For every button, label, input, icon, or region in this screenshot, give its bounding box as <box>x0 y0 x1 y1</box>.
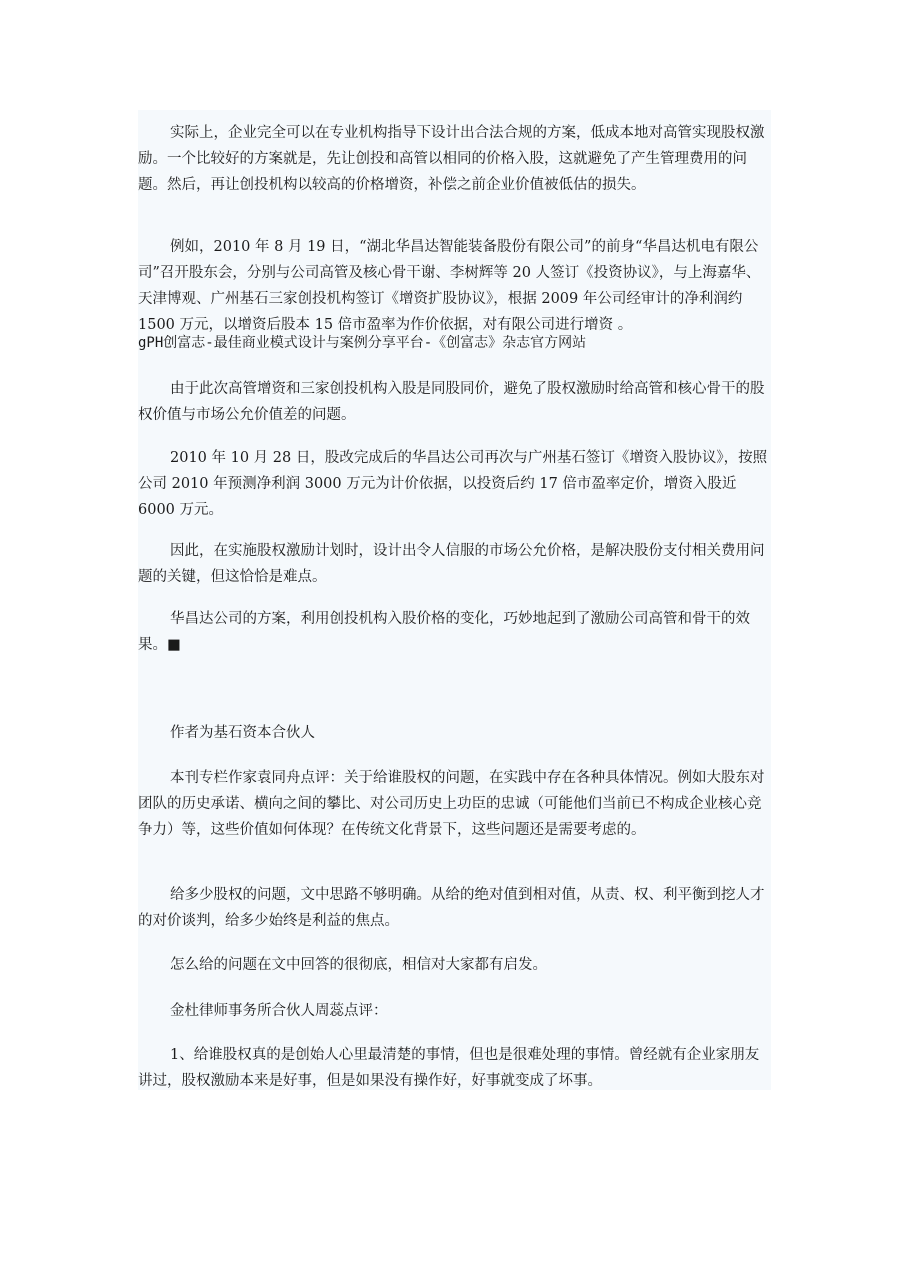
paragraph-3: 由于此次高管增资和三家创投机构入股是同股同价，避免了股权激励时给高管和核心骨干的股权价值与市场公允价值差的问题。 <box>138 381 765 423</box>
paragraph-4: 2010 年 10 月 28 日，股改完成后的华昌达公司再次与广州基石签订《增资入股协议》，按照公司 2010 年预测净利润 3000 万元为计价依据，以投资后约 17 倍市盈率定价，增资入股近 6000 万元。 <box>138 450 768 518</box>
author-note: 作者为基石资本合伙人 <box>170 725 315 741</box>
paragraph-1: 实际上，企业完全可以在专业机构指导下设计出合法合规的方案，低成本地对高管实现股权激励。一个比较好的方案就是，先让创投和高管以相同的价格入股，这就避免了产生管理费用的问题。然后，再让创投机构以较高的价格增资，补偿之前企业价值被低估的损失。 <box>138 125 765 193</box>
paragraph-8: 给多少股权的问题，文中思路不够明确。从给的绝对值到相对值，从责、权、利平衡到挖人才的对价谈判，给多少始终是利益的焦点。 <box>138 887 765 929</box>
paragraph-6: 华昌达公司的方案，利用创投机构入股价格的变化，巧妙地起到了激励公司高管和骨干的效果。■ <box>138 611 750 653</box>
paragraph-7: 本刊专栏作家袁同舟点评：关于给谁股权的问题，在实践中存在各种具体情况。例如大股东对团队的历史承诺、横向之间的攀比、对公司历史上功臣的忠诚（可能他们当前已不构成企业核心竞争力）等，这些价值如何体现？在传统文化背景下，这些问题还是需要考虑的。 <box>138 770 765 838</box>
paragraph-9: 怎么给的问题在文中回答的很彻底，相信对大家都有启发。 <box>170 957 547 973</box>
paragraph-5: 因此，在实施股权激励计划时，设计出令人信服的市场公允价格，是解决股份支付相关费用问题的关键，但这恰恰是难点。 <box>138 543 765 585</box>
paragraph-2: 例如，2010 年 8 月 19 日，“湖北华昌达智能装备股份有限公司”的前身“华昌达机电有限公司”召开股东会，分别与公司高管及核心骨干谢、李树辉等 20 人签订《投资协议》，与上海嘉华、天津博观、广州基石三家创投机构签订《增资扩股协议》，根据 2009 年公司经审计的净利润约 1500 万元，以增资后股本 15 倍市盈率为作价依据，对有限公司进行增资 。 <box>138 239 761 333</box>
article-body <box>138 110 771 1090</box>
commentator-heading: 金杜律师事务所合伙人周蕊点评： <box>170 1003 388 1019</box>
paragraph-10: 1、给谁股权真的是创始人心里最清楚的事情，但也是很难处理的事情。曾经就有企业家朋友讲过，股权激励本来是好事，但是如果没有操作好，好事就变成了坏事。 <box>138 1047 760 1089</box>
source-line: gPH创富志-最佳商业模式设计与案例分享平台-《创富志》杂志官方网站 <box>138 335 587 351</box>
